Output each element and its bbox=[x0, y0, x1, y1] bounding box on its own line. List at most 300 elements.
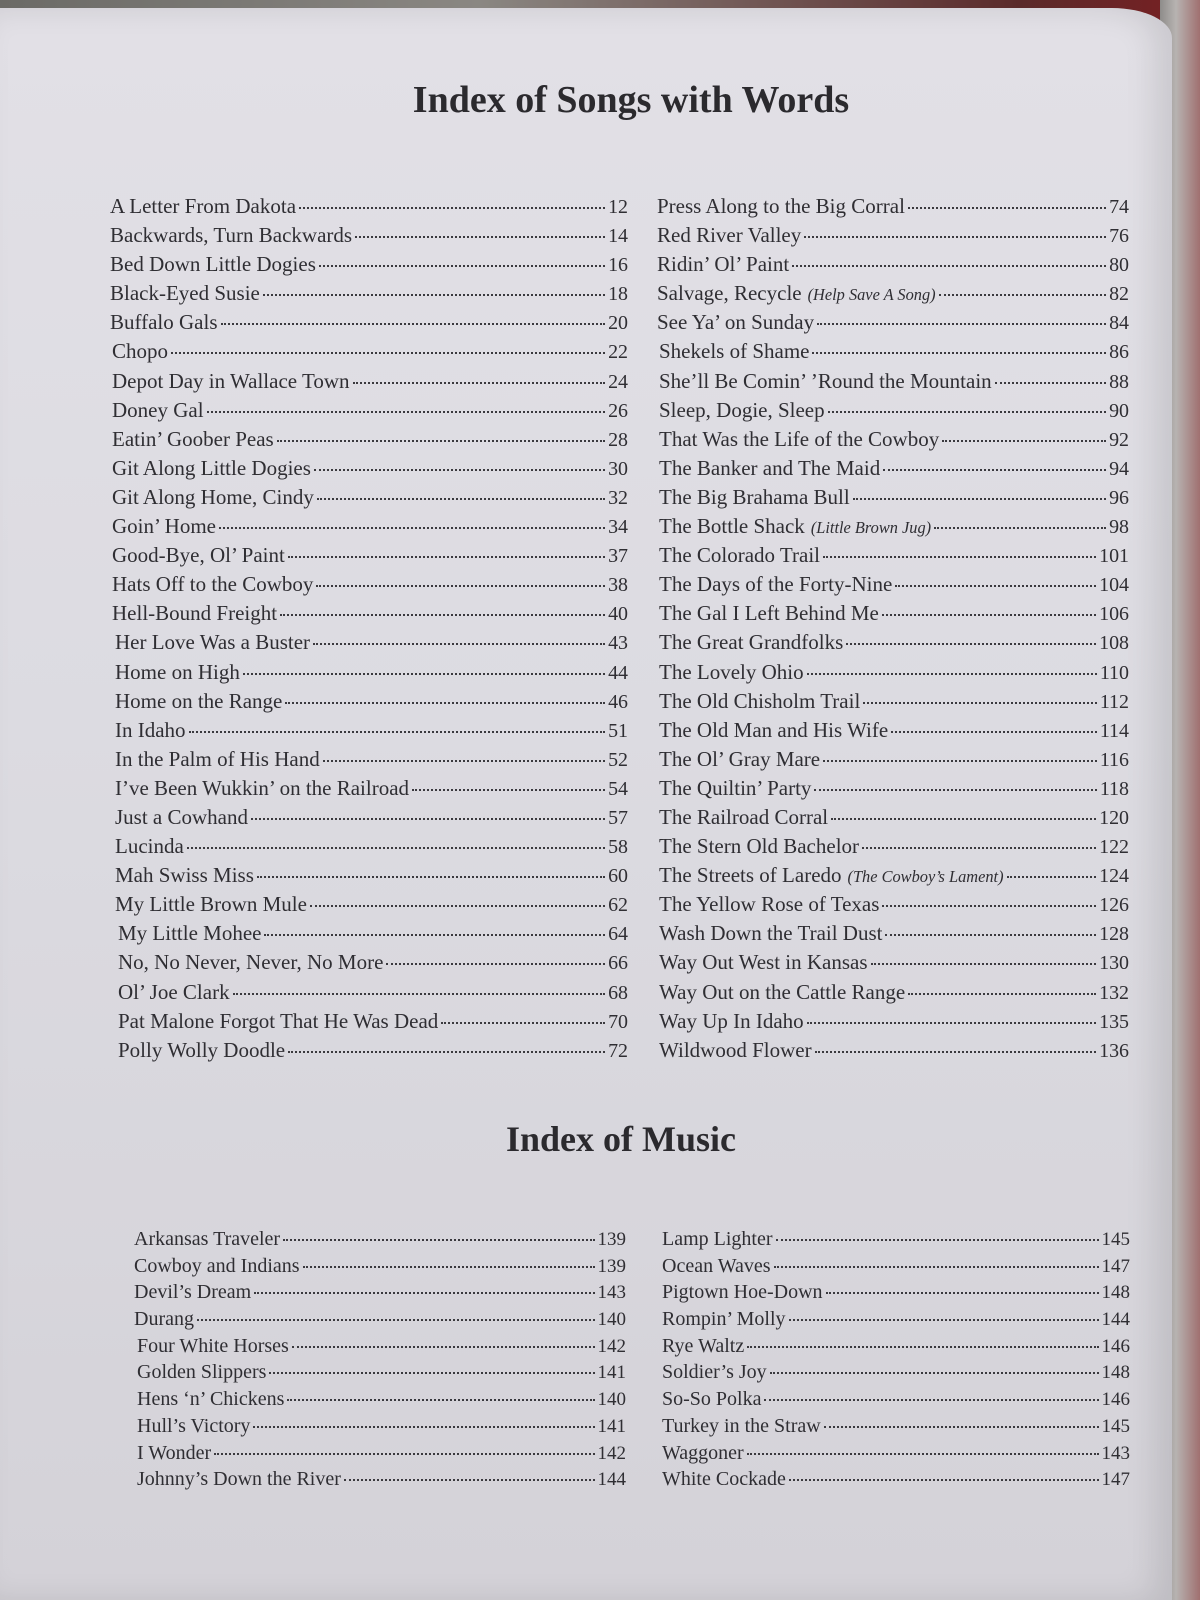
index-entry bbox=[110, 718, 628, 747]
entry-title: Home on the Range bbox=[115, 688, 283, 713]
index-entry bbox=[110, 572, 628, 601]
entry-page-number: 54 bbox=[608, 777, 628, 800]
entry-title: Ol’ Joe Clark bbox=[118, 979, 230, 1004]
entry-page-number: 135 bbox=[1099, 1010, 1129, 1033]
entry-title: Git Along Little Dogies bbox=[112, 455, 311, 480]
index-entry bbox=[110, 980, 628, 1009]
entry-title: So-So Polka bbox=[662, 1388, 762, 1411]
index-entry bbox=[662, 1335, 1130, 1362]
entry-title: Shekels of Shame bbox=[659, 339, 810, 364]
index-entry bbox=[657, 310, 1129, 339]
entry-page-number: 70 bbox=[608, 1010, 628, 1033]
dot-leader bbox=[824, 1426, 1099, 1428]
entry-title: The Lovely Ohio bbox=[659, 659, 804, 684]
entry-title: Home on High bbox=[115, 659, 240, 684]
index-entry bbox=[657, 689, 1129, 718]
entry-page-number: 104 bbox=[1099, 574, 1129, 597]
index-entry bbox=[657, 805, 1129, 834]
entry-page-number: 86 bbox=[1109, 341, 1129, 364]
index-entry bbox=[657, 223, 1129, 252]
index-entry bbox=[110, 805, 628, 834]
entry-title: Red River Valley bbox=[657, 223, 802, 248]
index-entry bbox=[110, 339, 628, 368]
index-entry bbox=[657, 747, 1129, 776]
entry-title: The Quiltin’ Party bbox=[659, 775, 812, 800]
entry-page-number: 74 bbox=[1109, 196, 1129, 218]
entry-title: Black-Eyed Susie bbox=[110, 281, 260, 306]
entry-title: My Little Mohee bbox=[118, 921, 262, 946]
music-index-title: Index of Music bbox=[505, 1119, 736, 1159]
dot-leader bbox=[219, 527, 605, 529]
index-entry bbox=[657, 194, 1129, 223]
dot-leader bbox=[1007, 876, 1097, 878]
entry-page-number: 120 bbox=[1099, 806, 1129, 829]
entry-subtitle: (Help Save A Song) bbox=[807, 285, 936, 305]
dot-leader bbox=[171, 352, 605, 354]
index-entry bbox=[662, 1281, 1130, 1308]
index-entry bbox=[657, 863, 1129, 892]
entry-title: Hell-Bound Freight bbox=[112, 601, 278, 626]
entry-page-number: 96 bbox=[1109, 486, 1129, 509]
entry-page-number: 58 bbox=[608, 836, 628, 859]
entry-title: The Yellow Rose of Texas bbox=[659, 892, 880, 917]
index-entry bbox=[110, 950, 628, 979]
dot-leader bbox=[288, 556, 605, 558]
dot-leader bbox=[831, 818, 1096, 820]
index-entry bbox=[110, 398, 628, 427]
index-entry bbox=[110, 892, 628, 921]
entry-title: Way Out on the Cattle Range bbox=[659, 979, 906, 1004]
entry-page-number: 16 bbox=[608, 254, 628, 277]
entry-page-number: 14 bbox=[608, 225, 628, 248]
index-entry bbox=[662, 1361, 1130, 1388]
index-entry bbox=[110, 194, 628, 223]
entry-page-number: 144 bbox=[1101, 1309, 1130, 1331]
entry-page-number: 116 bbox=[1099, 748, 1129, 771]
dot-leader bbox=[214, 1453, 594, 1455]
dot-leader bbox=[386, 963, 605, 965]
dot-leader bbox=[776, 1239, 1099, 1241]
index-entry bbox=[657, 630, 1129, 659]
index-entry bbox=[657, 252, 1129, 281]
entry-page-number: 82 bbox=[1109, 283, 1129, 306]
dot-leader bbox=[441, 1022, 605, 1024]
dot-leader bbox=[814, 789, 1096, 791]
index-entry bbox=[110, 834, 628, 863]
dot-leader bbox=[942, 440, 1106, 442]
index-entry bbox=[662, 1228, 1130, 1255]
dot-leader bbox=[283, 1239, 594, 1241]
dot-leader bbox=[313, 643, 605, 645]
entry-title: Buffalo Gals bbox=[110, 310, 218, 335]
dot-leader bbox=[764, 1399, 1098, 1401]
dot-leader bbox=[883, 469, 1106, 471]
entry-title: Way Up In Idaho bbox=[659, 1008, 804, 1033]
entry-page-number: 44 bbox=[608, 661, 628, 684]
dot-leader bbox=[770, 1372, 1099, 1374]
dot-leader bbox=[807, 673, 1097, 675]
entry-page-number: 76 bbox=[1109, 225, 1129, 248]
index-entry bbox=[657, 456, 1129, 485]
entry-subtitle: (The Cowboy’s Lament) bbox=[847, 867, 1004, 887]
entry-page-number: 18 bbox=[608, 283, 628, 306]
dot-leader bbox=[288, 1051, 605, 1053]
entry-title: Good-Bye, Ol’ Paint bbox=[112, 543, 285, 568]
dot-leader bbox=[934, 527, 1106, 529]
dot-leader bbox=[823, 760, 1097, 762]
entry-title: Sleep, Dogie, Sleep bbox=[659, 397, 825, 422]
index-entry bbox=[110, 1009, 628, 1038]
index-entry bbox=[134, 1308, 626, 1335]
entry-title: Git Along Home, Cindy bbox=[112, 484, 314, 509]
entry-page-number: 136 bbox=[1099, 1039, 1129, 1062]
entry-title: Arkansas Traveler bbox=[134, 1228, 281, 1250]
entry-title: Hull’s Victory bbox=[137, 1414, 251, 1437]
dot-leader bbox=[863, 702, 1097, 704]
dot-leader bbox=[189, 731, 606, 733]
dot-leader bbox=[285, 702, 605, 704]
index-entry bbox=[662, 1255, 1130, 1282]
dot-leader bbox=[257, 876, 605, 878]
index-entry bbox=[110, 776, 628, 805]
entry-title: Johnny’s Down the River bbox=[137, 1468, 341, 1491]
dot-leader bbox=[908, 993, 1096, 995]
dot-leader bbox=[323, 760, 605, 762]
dot-leader bbox=[891, 731, 1097, 733]
index-entry bbox=[134, 1255, 626, 1282]
index-entry bbox=[657, 921, 1129, 950]
entry-title: Salvage, Recycle bbox=[657, 281, 802, 306]
dot-leader bbox=[253, 1426, 594, 1428]
music-index-left-column bbox=[134, 1228, 626, 1495]
dot-leader bbox=[292, 1346, 595, 1348]
entry-page-number: 52 bbox=[608, 748, 628, 771]
dot-leader bbox=[187, 847, 605, 849]
dot-leader bbox=[355, 236, 605, 238]
entry-page-number: 37 bbox=[608, 545, 628, 568]
entry-page-number: 148 bbox=[1101, 1282, 1130, 1304]
index-entry bbox=[134, 1415, 626, 1442]
entry-page-number: 80 bbox=[1109, 254, 1129, 277]
dot-leader bbox=[995, 382, 1106, 384]
entry-title: The Banker and The Maid bbox=[659, 455, 881, 480]
entry-title: Doney Gal bbox=[112, 397, 204, 422]
entry-page-number: 64 bbox=[608, 923, 628, 946]
entry-page-number: 62 bbox=[608, 894, 628, 917]
entry-page-number: 88 bbox=[1109, 370, 1129, 393]
entry-title: The Old Man and His Wife bbox=[659, 717, 889, 742]
index-entry bbox=[110, 747, 628, 776]
entry-page-number: 128 bbox=[1099, 923, 1129, 946]
entry-title: Four White Horses bbox=[137, 1334, 289, 1357]
entry-page-number: 24 bbox=[608, 370, 628, 393]
entry-page-number: 22 bbox=[608, 341, 628, 364]
entry-page-number: 145 bbox=[1101, 1229, 1130, 1250]
entry-page-number: 126 bbox=[1099, 894, 1129, 917]
index-entry bbox=[662, 1442, 1130, 1469]
entry-title: Pigtown Hoe-Down bbox=[662, 1281, 823, 1304]
entry-title: Rye Waltz bbox=[662, 1334, 745, 1357]
dot-leader bbox=[264, 934, 605, 936]
entry-title: White Cockade bbox=[662, 1468, 786, 1491]
entry-title: The Big Brahama Bull bbox=[659, 484, 850, 509]
entry-title: I’ve Been Wukkin’ on the Railroad bbox=[115, 775, 410, 800]
entry-title: Rompin’ Molly bbox=[662, 1308, 786, 1331]
index-entry bbox=[657, 980, 1129, 1009]
entry-page-number: 130 bbox=[1099, 952, 1129, 975]
index-entry bbox=[657, 427, 1129, 456]
entry-page-number: 26 bbox=[608, 399, 628, 422]
dot-leader bbox=[353, 382, 606, 384]
entry-page-number: 108 bbox=[1099, 632, 1129, 655]
songs-index-right-column bbox=[657, 194, 1129, 1067]
music-index-right-column bbox=[662, 1228, 1130, 1495]
entry-title: No, No Never, Never, No More bbox=[118, 950, 384, 975]
index-entry bbox=[134, 1281, 626, 1308]
entry-title: I Wonder bbox=[137, 1441, 212, 1464]
entry-title: Mah Swiss Miss bbox=[115, 863, 254, 888]
entry-title: Waggoner bbox=[662, 1441, 744, 1464]
entry-page-number: 146 bbox=[1101, 1389, 1130, 1411]
entry-title: Bed Down Little Dogies bbox=[110, 252, 316, 277]
entry-page-number: 141 bbox=[597, 1415, 626, 1437]
dot-leader bbox=[412, 789, 605, 791]
dot-leader bbox=[299, 207, 605, 209]
index-entry bbox=[662, 1468, 1130, 1495]
entry-page-number: 110 bbox=[1099, 661, 1129, 684]
entry-page-number: 118 bbox=[1099, 777, 1129, 800]
entry-page-number: 147 bbox=[1101, 1469, 1130, 1491]
index-entry bbox=[110, 252, 628, 281]
dot-leader bbox=[846, 643, 1096, 645]
entry-title: The Streets of Laredo bbox=[659, 863, 842, 888]
dot-leader bbox=[853, 498, 1106, 500]
dot-leader bbox=[823, 556, 1096, 558]
dot-leader bbox=[243, 673, 605, 675]
entry-page-number: 94 bbox=[1109, 457, 1129, 480]
entry-page-number: 143 bbox=[597, 1282, 626, 1304]
entry-page-number: 144 bbox=[597, 1469, 626, 1491]
index-entry bbox=[110, 310, 628, 339]
dot-leader bbox=[908, 207, 1106, 209]
entry-page-number: 20 bbox=[608, 312, 628, 335]
entry-title: The Ol’ Gray Mare bbox=[659, 746, 821, 771]
index-entry bbox=[134, 1335, 626, 1362]
entry-page-number: 32 bbox=[608, 486, 628, 509]
entry-title: Durang bbox=[134, 1308, 194, 1331]
dot-leader bbox=[280, 614, 605, 616]
entry-page-number: 28 bbox=[608, 428, 628, 451]
entry-page-number: 60 bbox=[608, 865, 628, 888]
entry-title: Golden Slippers bbox=[137, 1361, 267, 1384]
dot-leader bbox=[774, 1266, 1099, 1268]
entry-title: Her Love Was a Buster bbox=[115, 630, 311, 655]
entry-title: The Gal I Left Behind Me bbox=[659, 601, 879, 626]
index-entry bbox=[657, 660, 1129, 689]
entry-page-number: 142 bbox=[597, 1335, 626, 1357]
entry-title: Ocean Waves bbox=[662, 1254, 771, 1277]
dot-leader bbox=[303, 1266, 595, 1268]
dot-leader bbox=[207, 411, 606, 413]
entry-title: Lamp Lighter bbox=[662, 1228, 773, 1250]
dot-leader bbox=[316, 585, 605, 587]
dot-leader bbox=[882, 905, 1096, 907]
index-entry bbox=[657, 369, 1129, 398]
index-entry bbox=[662, 1308, 1130, 1335]
dot-leader bbox=[885, 934, 1096, 936]
dot-leader bbox=[747, 1453, 1099, 1455]
index-entry bbox=[110, 601, 628, 630]
entry-page-number: 146 bbox=[1101, 1335, 1130, 1357]
index-entry bbox=[110, 281, 628, 310]
entry-title: Wash Down the Trail Dust bbox=[659, 921, 883, 946]
entry-page-number: 124 bbox=[1099, 865, 1129, 888]
dot-leader bbox=[826, 1292, 1099, 1294]
index-entry bbox=[662, 1388, 1130, 1415]
entry-title: In Idaho bbox=[115, 717, 186, 742]
index-entry bbox=[657, 572, 1129, 601]
dot-leader bbox=[269, 1372, 594, 1374]
dot-leader bbox=[254, 1292, 594, 1294]
entry-title: Devil’s Dream bbox=[134, 1281, 252, 1304]
dot-leader bbox=[310, 905, 605, 907]
index-entry bbox=[662, 1415, 1130, 1442]
entry-title: Lucinda bbox=[115, 834, 184, 859]
index-entry bbox=[657, 601, 1129, 630]
index-entry bbox=[110, 689, 628, 718]
entry-title: Just a Cowhand bbox=[115, 804, 248, 829]
index-entry bbox=[134, 1442, 626, 1469]
entry-title: See Ya’ on Sunday bbox=[657, 310, 815, 335]
entry-page-number: 90 bbox=[1109, 399, 1129, 422]
dot-leader bbox=[251, 818, 605, 820]
songs-index-title: Index of Songs with Words bbox=[412, 79, 850, 121]
entry-title: The Days of the Forty-Nine bbox=[659, 572, 893, 597]
index-entry bbox=[110, 223, 628, 252]
index-entry bbox=[657, 1009, 1129, 1038]
entry-page-number: 112 bbox=[1099, 690, 1129, 713]
entry-page-number: 148 bbox=[1101, 1362, 1130, 1384]
entry-page-number: 66 bbox=[608, 952, 628, 975]
entry-page-number: 43 bbox=[608, 632, 628, 655]
index-entry bbox=[657, 834, 1129, 863]
entry-page-number: 12 bbox=[608, 196, 628, 218]
entry-page-number: 101 bbox=[1099, 545, 1129, 568]
index-entry bbox=[657, 776, 1129, 805]
entry-title: The Old Chisholm Trail bbox=[659, 688, 861, 713]
dot-leader bbox=[804, 236, 1106, 238]
dot-leader bbox=[871, 963, 1097, 965]
entry-title: The Bottle Shack bbox=[659, 514, 805, 539]
dot-leader bbox=[263, 294, 605, 296]
entry-page-number: 132 bbox=[1099, 981, 1129, 1004]
dot-leader bbox=[789, 1479, 1099, 1481]
index-entry bbox=[134, 1468, 626, 1495]
index-entry bbox=[110, 863, 628, 892]
dot-leader bbox=[197, 1319, 595, 1321]
entry-title: The Colorado Trail bbox=[659, 543, 820, 568]
entry-page-number: 46 bbox=[608, 690, 628, 713]
entry-title: The Great Grandfolks bbox=[659, 630, 844, 655]
dot-leader bbox=[882, 614, 1096, 616]
entry-page-number: 142 bbox=[597, 1442, 626, 1464]
entry-page-number: 40 bbox=[608, 603, 628, 626]
dot-leader bbox=[287, 1399, 594, 1401]
entry-page-number: 106 bbox=[1099, 603, 1129, 626]
songs-index-left-column bbox=[110, 194, 628, 1067]
entry-page-number: 30 bbox=[608, 457, 628, 480]
entry-page-number: 122 bbox=[1099, 836, 1129, 859]
index-entry bbox=[110, 921, 628, 950]
dot-leader bbox=[812, 352, 1106, 354]
entry-page-number: 98 bbox=[1109, 516, 1129, 539]
entry-title: Press Along to the Big Corral bbox=[657, 194, 905, 218]
index-entry bbox=[110, 514, 628, 543]
dot-leader bbox=[939, 294, 1106, 296]
entry-title: The Railroad Corral bbox=[659, 804, 829, 829]
entry-title: Hats Off to the Cowboy bbox=[112, 572, 314, 597]
index-entry bbox=[110, 456, 628, 485]
entry-page-number: 72 bbox=[608, 1039, 628, 1062]
entry-page-number: 139 bbox=[597, 1229, 626, 1250]
dot-leader bbox=[815, 1051, 1097, 1053]
entry-page-number: 34 bbox=[608, 516, 628, 539]
index-entry bbox=[657, 339, 1129, 368]
dot-leader bbox=[221, 323, 606, 325]
entry-title: Chopo bbox=[112, 339, 169, 364]
dot-leader bbox=[792, 265, 1106, 267]
dot-leader bbox=[319, 265, 605, 267]
dot-leader bbox=[862, 847, 1096, 849]
entry-page-number: 147 bbox=[1101, 1255, 1130, 1277]
entry-title: That Was the Life of the Cowboy bbox=[659, 426, 940, 451]
entry-title: Way Out West in Kansas bbox=[659, 950, 868, 975]
entry-title: Depot Day in Wallace Town bbox=[112, 368, 350, 393]
dot-leader bbox=[344, 1479, 595, 1481]
index-entry bbox=[657, 892, 1129, 921]
entry-page-number: 141 bbox=[597, 1362, 626, 1384]
dot-leader bbox=[817, 323, 1106, 325]
index-entry bbox=[657, 281, 1129, 310]
index-entry bbox=[110, 660, 628, 689]
entry-title: Ridin’ Ol’ Paint bbox=[657, 252, 790, 277]
index-entry bbox=[657, 485, 1129, 514]
entry-title: Wildwood Flower bbox=[659, 1037, 812, 1062]
index-entry bbox=[110, 630, 628, 659]
dot-leader bbox=[895, 585, 1096, 587]
index-entry bbox=[110, 485, 628, 514]
index-entry bbox=[134, 1361, 626, 1388]
index-entry bbox=[110, 543, 628, 572]
dot-leader bbox=[789, 1319, 1099, 1321]
entry-page-number: 145 bbox=[1101, 1415, 1130, 1437]
entry-page-number: 114 bbox=[1099, 719, 1129, 742]
entry-page-number: 140 bbox=[597, 1309, 626, 1331]
entry-page-number: 139 bbox=[597, 1255, 626, 1277]
index-entry bbox=[657, 950, 1129, 979]
dot-leader bbox=[233, 993, 605, 995]
entry-title: Backwards, Turn Backwards bbox=[110, 223, 353, 248]
entry-title: Eatin’ Goober Peas bbox=[112, 426, 274, 451]
index-entry bbox=[134, 1388, 626, 1415]
entry-page-number: 84 bbox=[1109, 312, 1129, 335]
entry-page-number: 51 bbox=[608, 719, 628, 742]
entry-title: Cowboy and Indians bbox=[134, 1254, 300, 1277]
index-entry bbox=[657, 718, 1129, 747]
dot-leader bbox=[828, 411, 1106, 413]
index-entry bbox=[657, 398, 1129, 427]
entry-title: Hens ‘n’ Chickens bbox=[137, 1388, 285, 1411]
